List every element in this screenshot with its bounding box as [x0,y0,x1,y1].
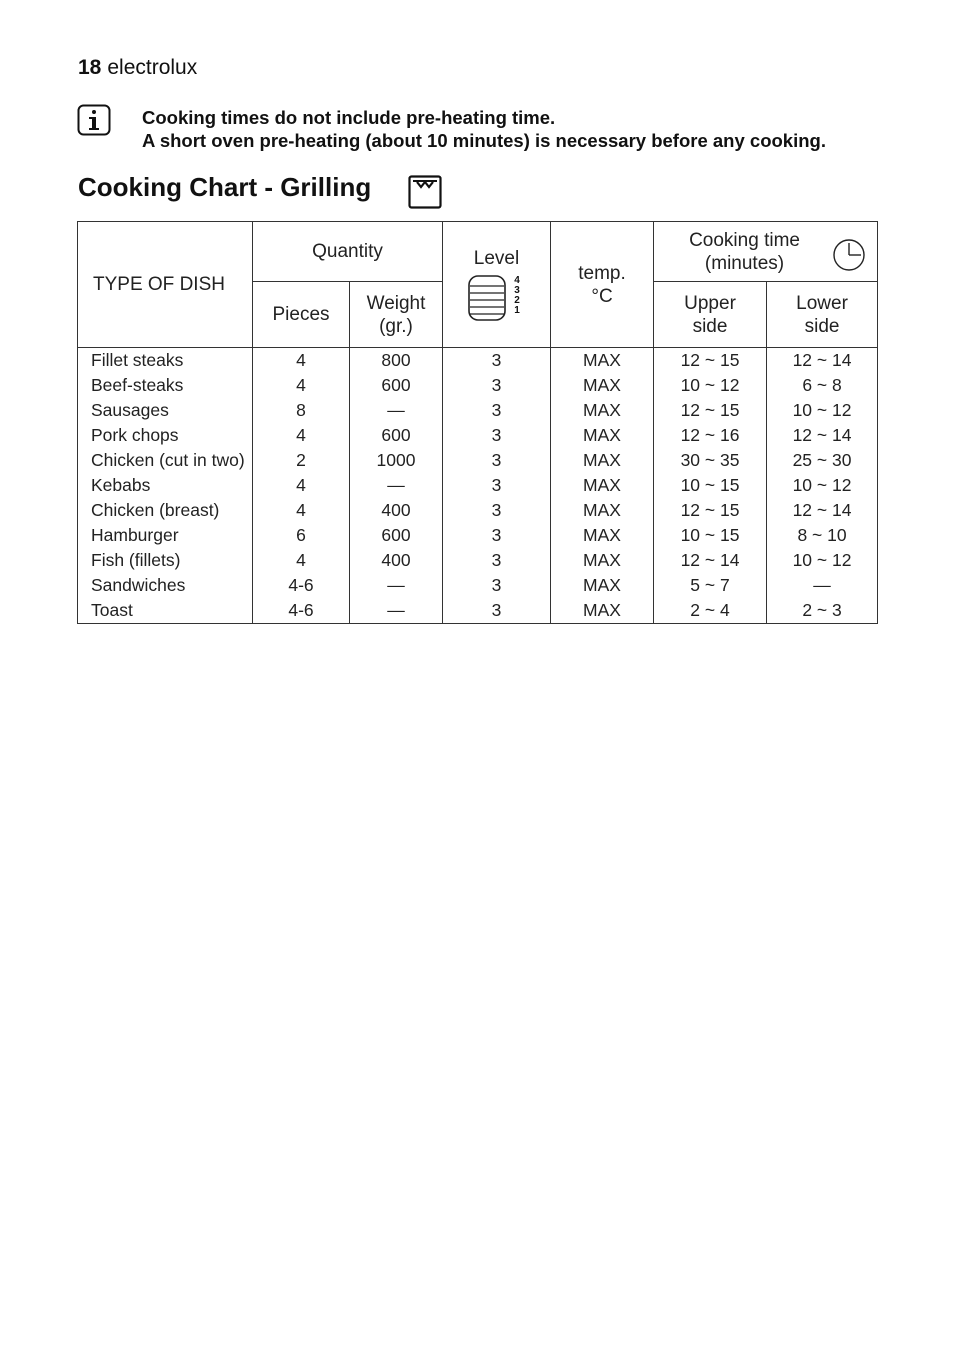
weight-cell: 1000 [350,448,443,473]
header-type-of-dish: TYPE OF DISH [78,222,253,348]
upper-side-cell: 10 ~ 15 [654,473,767,498]
level-number-4: 4 [513,275,520,286]
header-time-line-1: Cooking time [689,229,800,251]
upper-side-cell: 12 ~ 16 [654,423,767,448]
header-upper-line-1: Upper [684,292,736,314]
lower-side-cell: 25 ~ 30 [767,448,878,473]
preheat-note [142,106,826,152]
grilling-chart-table [77,221,878,624]
level-cell: 3 [443,523,551,548]
info-icon [77,104,111,136]
level-cell: 3 [443,448,551,473]
temp-cell: MAX [551,498,654,523]
dish-cell: Fillet steaks [78,348,253,374]
header-weight [350,282,443,348]
temp-cell: MAX [551,348,654,374]
table-row [78,573,878,598]
table-row [78,523,878,548]
weight-cell: — [350,573,443,598]
pieces-cell: 2 [253,448,350,473]
header-cooking-time [654,222,878,282]
temp-cell: MAX [551,448,654,473]
pieces-cell: 4 [253,348,350,374]
table-row [78,373,878,398]
dish-cell: Chicken (breast) [78,498,253,523]
lower-side-cell: 12 ~ 14 [767,498,878,523]
level-cell: 3 [443,548,551,573]
lower-side-cell: 12 ~ 14 [767,348,878,374]
level-cell: 3 [443,498,551,523]
temp-cell: MAX [551,373,654,398]
lower-side-cell: 12 ~ 14 [767,423,878,448]
temp-cell: MAX [551,523,654,548]
temp-cell: MAX [551,398,654,423]
header-temp-line-2: °C [591,285,613,307]
level-cell: 3 [443,598,551,624]
weight-cell: — [350,398,443,423]
page-header [78,56,197,80]
table-row [78,548,878,573]
weight-cell: 800 [350,348,443,374]
weight-cell: 600 [350,373,443,398]
table-row [78,448,878,473]
header-time-line-2: (minutes) [704,252,785,274]
level-cell: 3 [443,373,551,398]
lower-side-cell: 10 ~ 12 [767,548,878,573]
header-temp-line-1: temp. [578,262,626,284]
level-number-1: 1 [513,305,520,316]
upper-side-cell: 12 ~ 15 [654,498,767,523]
lower-side-cell: 10 ~ 12 [767,398,878,423]
clock-icon [832,238,866,272]
lower-side-cell: 8 ~ 10 [767,523,878,548]
upper-side-cell: 12 ~ 15 [654,348,767,374]
table-row [78,498,878,523]
pieces-cell: 4 [253,373,350,398]
temp-cell: MAX [551,573,654,598]
grill-icon [408,175,442,209]
dish-cell: Sausages [78,398,253,423]
temp-cell: MAX [551,548,654,573]
upper-side-cell: 5 ~ 7 [654,573,767,598]
dish-cell: Kebabs [78,473,253,498]
weight-cell: 600 [350,423,443,448]
dish-cell: Pork chops [78,423,253,448]
temp-cell: MAX [551,598,654,624]
header-lower-side [767,282,878,348]
page-title: Cooking Chart - Grilling [78,172,372,202]
dish-cell: Hamburger [78,523,253,548]
header-lower-line-1: Lower [796,292,848,314]
header-weight-line-1: Weight [366,292,426,314]
header-upper-side [654,282,767,348]
weight-cell: 400 [350,498,443,523]
table-row [78,423,878,448]
note-line-1: Cooking times do not include pre-heating time. [142,107,556,128]
lower-side-cell: 10 ~ 12 [767,473,878,498]
header-lower-line-2: side [804,315,840,337]
upper-side-cell: 12 ~ 15 [654,398,767,423]
header-level [443,222,551,348]
pieces-cell: 4 [253,548,350,573]
header-quantity: Quantity [253,222,443,282]
header-pieces: Pieces [253,282,350,348]
weight-cell: — [350,598,443,624]
pieces-cell: 4-6 [253,573,350,598]
level-cell: 3 [443,573,551,598]
level-number-3: 3 [513,285,520,296]
weight-cell: 400 [350,548,443,573]
level-cell: 3 [443,423,551,448]
upper-side-cell: 10 ~ 15 [654,523,767,548]
dish-cell: Sandwiches [78,573,253,598]
dish-cell: Chicken (cut in two) [78,448,253,473]
level-cell: 3 [443,348,551,374]
table-row [78,348,878,374]
weight-cell: — [350,473,443,498]
header-weight-line-2: (gr.) [379,315,413,337]
lower-side-cell: 2 ~ 3 [767,598,878,624]
dish-cell: Toast [78,598,253,624]
dish-cell: Fish (fillets) [78,548,253,573]
upper-side-cell: 12 ~ 14 [654,548,767,573]
page-number: 18 [78,56,102,79]
temp-cell: MAX [551,423,654,448]
upper-side-cell: 30 ~ 35 [654,448,767,473]
pieces-cell: 4-6 [253,598,350,624]
level-cell: 3 [443,398,551,423]
table-row [78,398,878,423]
header-temperature [551,222,654,348]
pieces-cell: 6 [253,523,350,548]
level-cell: 3 [443,473,551,498]
temp-cell: MAX [551,473,654,498]
level-number-2: 2 [513,295,520,306]
brand-name: electrolux [107,56,198,79]
shelf-level-icon [467,274,527,322]
chart-body [78,348,878,624]
upper-side-cell: 10 ~ 12 [654,373,767,398]
lower-side-cell: 6 ~ 8 [767,373,878,398]
pieces-cell: 4 [253,473,350,498]
dish-cell: Beef-steaks [78,373,253,398]
table-row [78,473,878,498]
pieces-cell: 4 [253,498,350,523]
note-line-2: A short oven pre-heating (about 10 minutes) is necessary before any cooking. [142,130,826,151]
upper-side-cell: 2 ~ 4 [654,598,767,624]
pieces-cell: 8 [253,398,350,423]
weight-cell: 600 [350,523,443,548]
table-row [78,598,878,624]
header-upper-line-2: side [692,315,728,337]
pieces-cell: 4 [253,423,350,448]
header-level-label: Level [473,248,520,269]
lower-side-cell: — [767,573,878,598]
